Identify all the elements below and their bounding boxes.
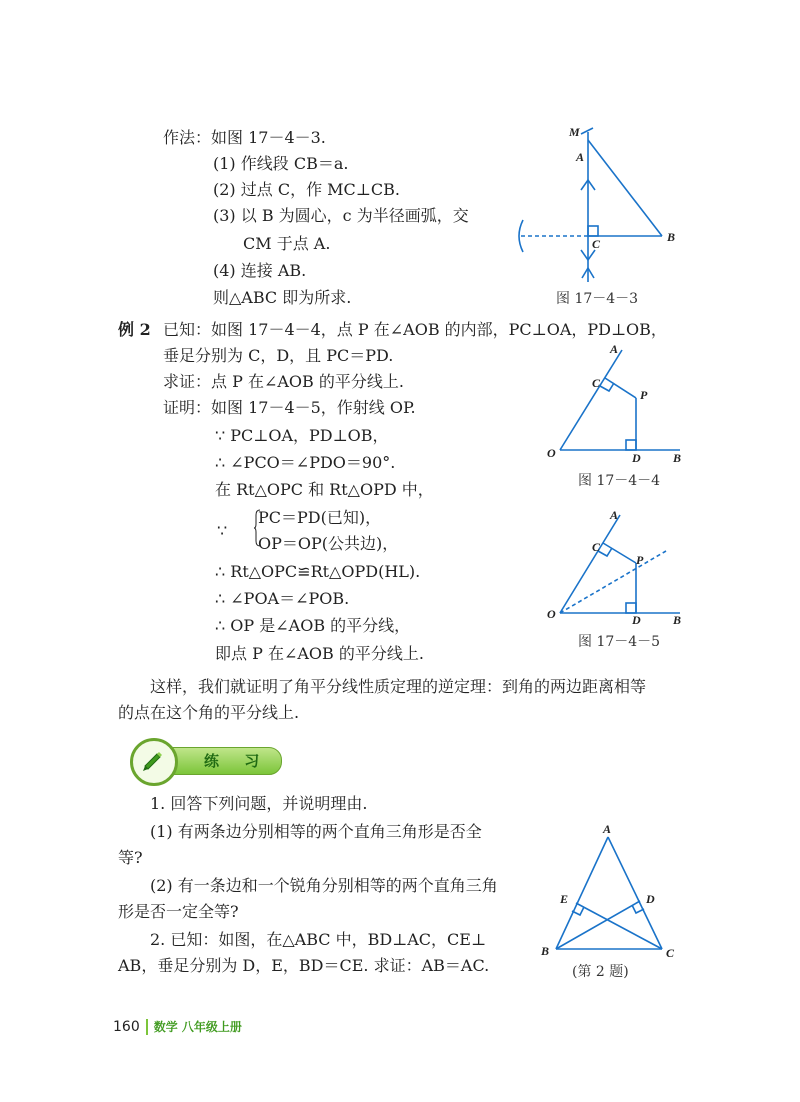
figure-17-4-4-caption: 图 17－4－4 bbox=[578, 473, 661, 489]
proof-line-8: 即点 P 在∠AOB 的平分线上. bbox=[215, 644, 424, 663]
figure-17-4-4 bbox=[540, 340, 690, 465]
construction-step-3b: CM 于点 A. bbox=[243, 234, 331, 253]
q2-point-E: E bbox=[560, 892, 569, 906]
proof-line-5: ∴ Rt△OPC≌Rt△OPD(HL). bbox=[215, 562, 421, 581]
fig3-point-C: C bbox=[592, 237, 601, 251]
fig5-point-O: O bbox=[547, 607, 556, 621]
summary-line-b: 的点在这个角的平分线上. bbox=[118, 703, 300, 722]
practice-q2b: AB，垂足分别为 D，E，BD＝CE. 求证：AB＝AC. bbox=[118, 956, 490, 975]
construction-step-1: (1) 作线段 CB＝a. bbox=[213, 154, 349, 173]
proof-since-symbol: ∵ bbox=[217, 521, 228, 540]
fig3-point-M: M bbox=[569, 125, 580, 139]
fig4-point-C: C bbox=[592, 376, 601, 390]
construction-step-2: (2) 过点 C，作 MC⊥CB. bbox=[213, 180, 400, 199]
figure-question-2-caption: (第 2 题) bbox=[572, 964, 629, 980]
figure-17-4-5-caption: 图 17－4－5 bbox=[578, 634, 661, 650]
construction-step-3a: (3) 以 B 为圆心，c 为半径画弧，交 bbox=[213, 206, 469, 225]
practice-q1-2b: 形是否一定全等? bbox=[118, 902, 239, 921]
proof-line-4a: PC＝PD(已知)， bbox=[258, 508, 382, 527]
practice-q1-1a: (1) 有两条边分别相等的两个直角三角形是否全 bbox=[150, 822, 482, 841]
footer-separator bbox=[146, 1019, 148, 1035]
proof-line-4b: OP＝OP(公共边)， bbox=[258, 534, 399, 553]
construction-method: 作法：如图 17－4－3. bbox=[163, 128, 326, 147]
practice-q2a: 2. 已知：如图，在△ABC 中，BD⊥AC，CE⊥ bbox=[150, 930, 486, 949]
fig4-point-O: O bbox=[547, 446, 556, 460]
example-2-given-a: 已知：如图 17－4－4，点 P 在∠AOB 的内部，PC⊥OA，PD⊥OB， bbox=[163, 320, 667, 339]
q2-point-A: A bbox=[603, 822, 612, 836]
proof-line-2: ∴ ∠PCO＝∠PDO＝90°. bbox=[215, 453, 396, 472]
fig3-point-B: B bbox=[667, 230, 676, 244]
proof-line-3: 在 Rt△OPC 和 Rt△OPD 中， bbox=[215, 480, 434, 499]
practice-badge bbox=[116, 740, 282, 780]
figure-17-4-3-caption: 图 17－4－3 bbox=[556, 291, 639, 307]
figure-17-4-5 bbox=[540, 505, 690, 630]
fig3-point-A: A bbox=[576, 150, 585, 164]
summary-line-a: 这样，我们就证明了角平分线性质定理的逆定理：到角的两边距离相等 bbox=[150, 677, 647, 696]
page-number: 160 bbox=[113, 1019, 140, 1035]
practice-q1-1b: 等? bbox=[118, 848, 143, 867]
fig4-point-D: D bbox=[632, 451, 641, 465]
page-footer bbox=[113, 1018, 242, 1035]
fig5-point-P: P bbox=[636, 553, 644, 567]
book-title: 数学 八年级上册 bbox=[153, 1020, 242, 1034]
q2-point-B: B bbox=[541, 944, 550, 958]
pencil-icon bbox=[139, 746, 167, 774]
fig5-point-A: A bbox=[610, 508, 619, 522]
fig5-point-C: C bbox=[592, 540, 601, 554]
proof-line-7: ∴ OP 是∠AOB 的平分线， bbox=[215, 616, 411, 635]
figure-17-4-3 bbox=[505, 120, 685, 290]
example-2-proof-intro: 证明：如图 17－4－5，作射线 OP. bbox=[163, 398, 416, 417]
example-2-prove: 求证：点 P 在∠AOB 的平分线上. bbox=[163, 372, 404, 391]
example-2-given-b: 垂足分别为 C，D，且 PC＝PD. bbox=[163, 346, 394, 365]
construction-step-4: (4) 连接 AB. bbox=[213, 261, 307, 280]
fig4-point-P: P bbox=[640, 388, 648, 402]
proof-line-1: ∵ PC⊥OA，PD⊥OB， bbox=[215, 426, 389, 445]
proof-line-6: ∴ ∠POA＝∠POB. bbox=[215, 589, 350, 608]
figure-question-2 bbox=[540, 815, 690, 965]
q2-point-C: C bbox=[666, 946, 675, 960]
practice-q1: 1. 回答下列问题，并说明理由. bbox=[150, 794, 368, 813]
practice-q1-2a: (2) 有一条边和一个锐角分别相等的两个直角三角 bbox=[150, 876, 498, 895]
q2-point-D: D bbox=[646, 892, 655, 906]
fig5-point-B: B bbox=[673, 613, 682, 627]
practice-title: 练 习 bbox=[204, 752, 270, 770]
example-2-title: 例 2 bbox=[118, 320, 151, 339]
construction-result: 则△ABC 即为所求. bbox=[213, 288, 352, 307]
fig5-point-D: D bbox=[632, 613, 641, 627]
fig4-point-A: A bbox=[610, 342, 619, 356]
fig4-point-B: B bbox=[673, 451, 682, 465]
